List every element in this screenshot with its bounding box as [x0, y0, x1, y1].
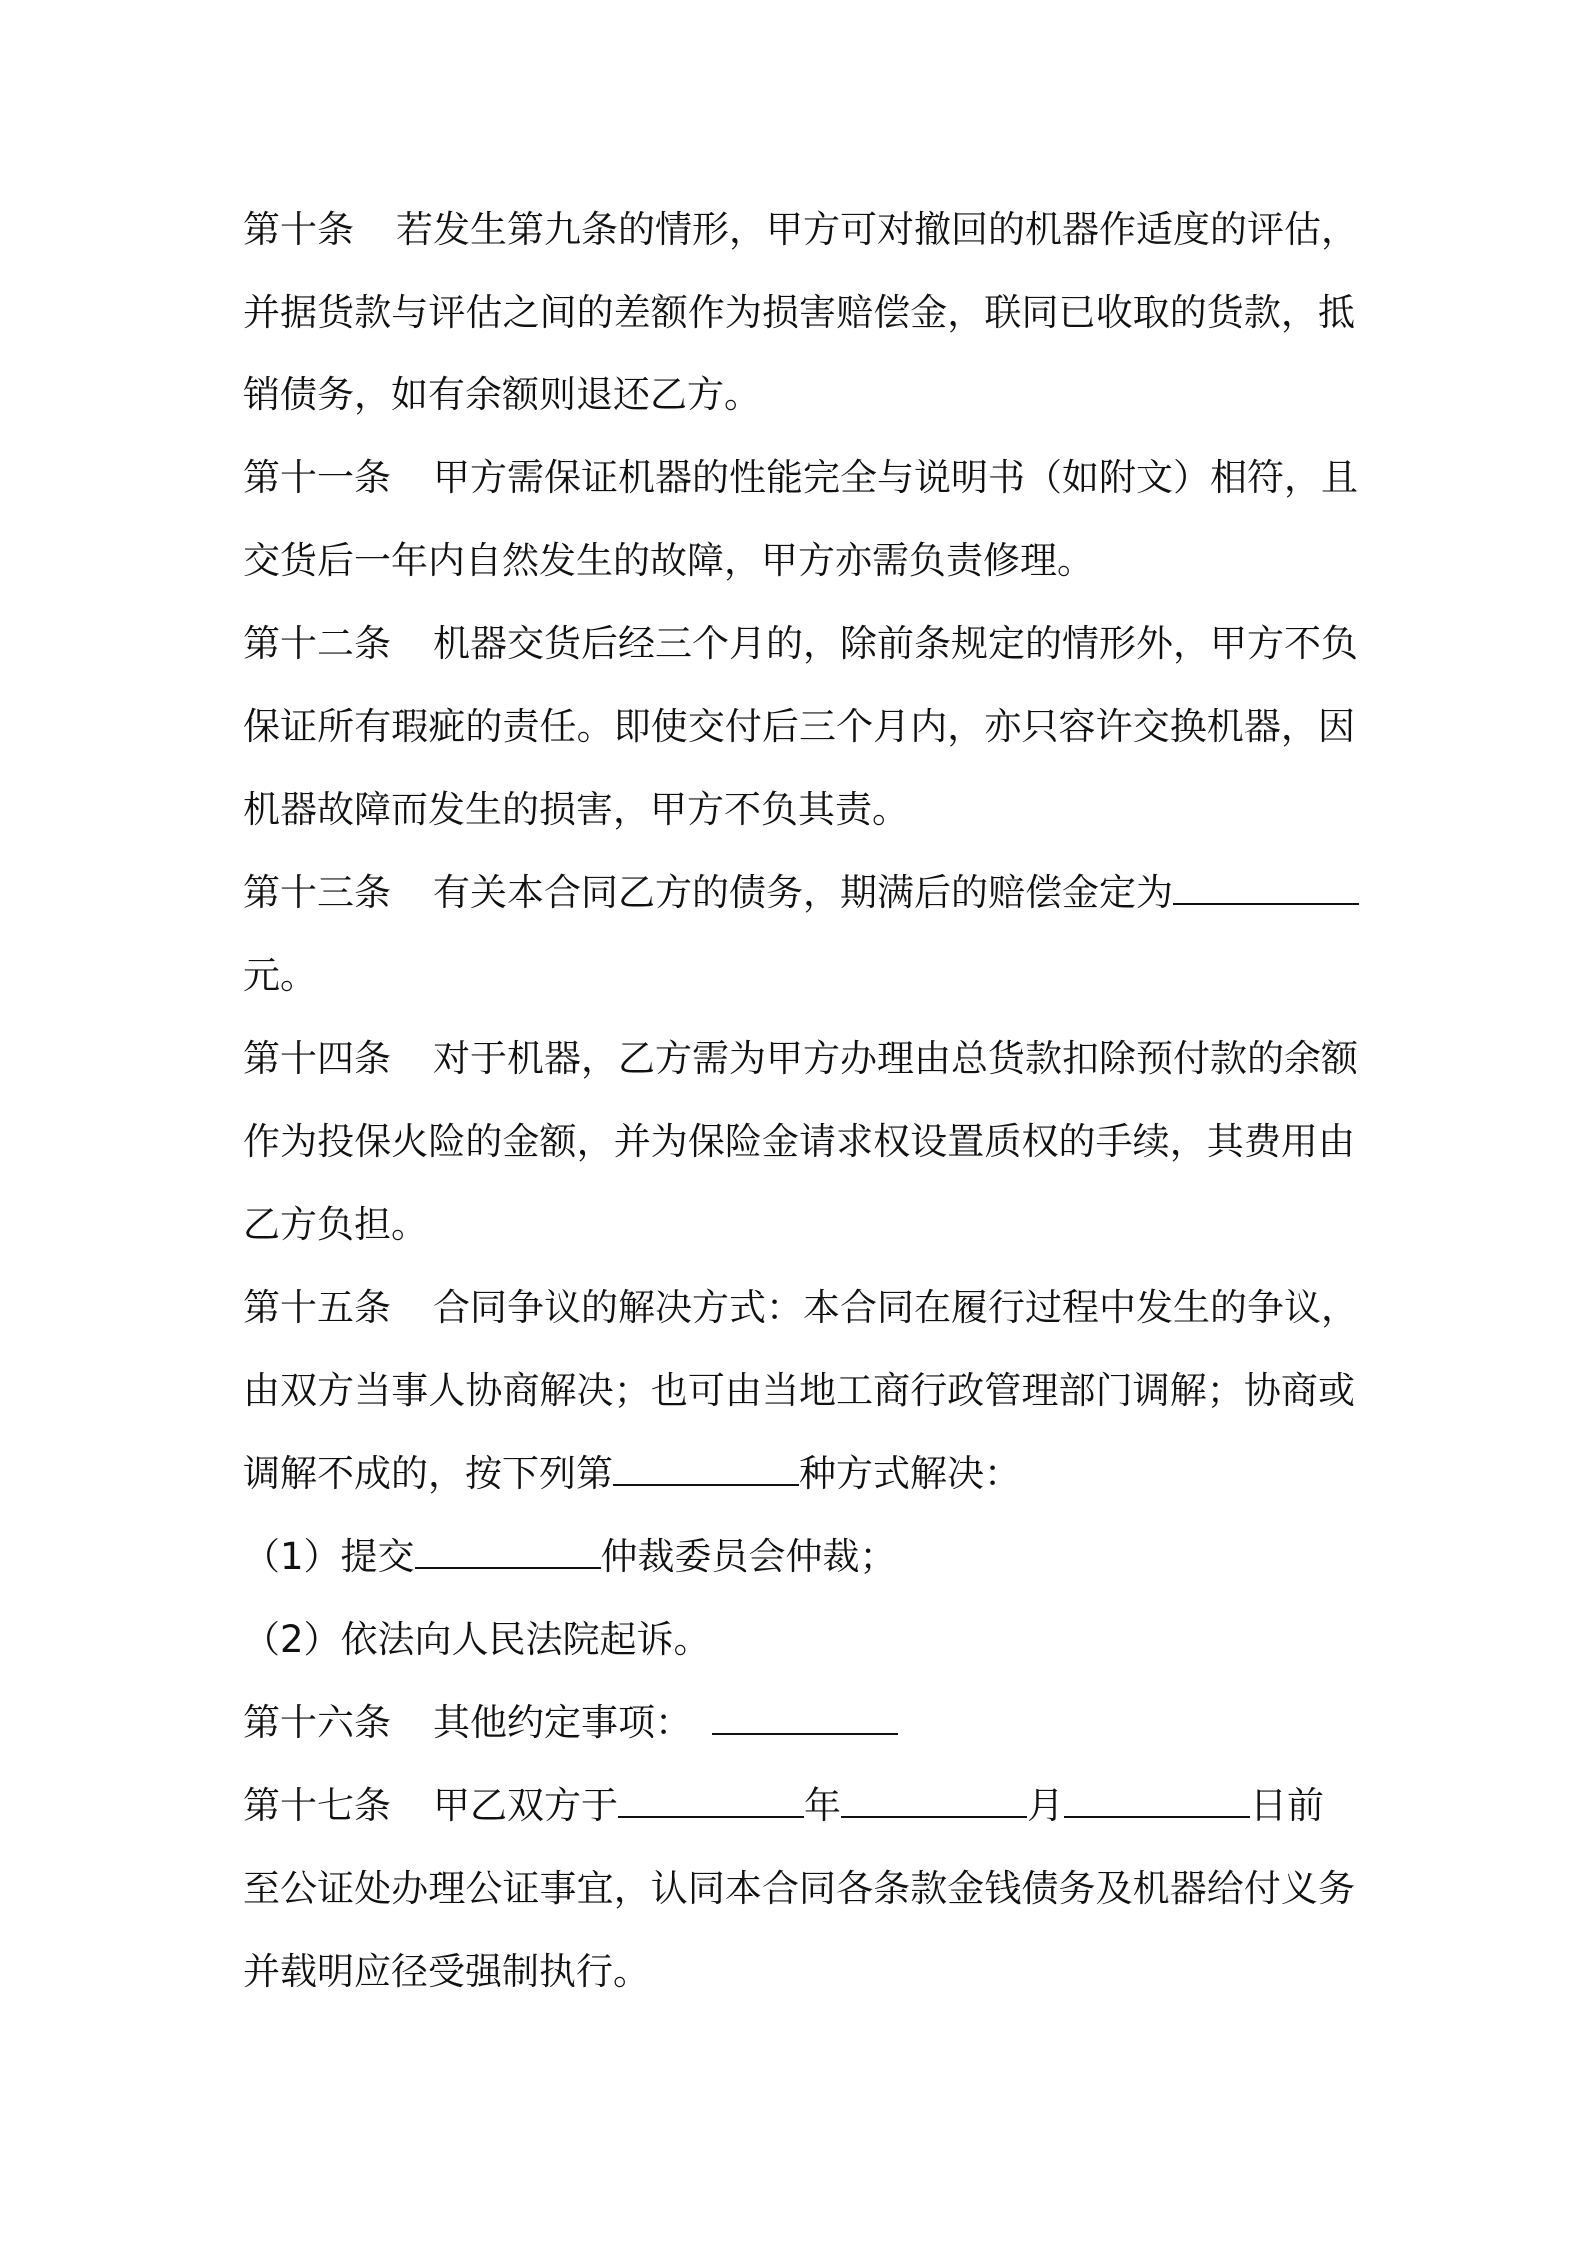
article-15-line-3-pre: 调解不成的，按下列第 [243, 1452, 613, 1495]
arbitration-commission-blank[interactable] [415, 1533, 601, 1569]
article-11-text: 甲方需保证机器的性能完全与说明书（如附文）相符，且 [433, 456, 1358, 499]
article-14-label: 第十四条 [243, 1037, 391, 1080]
article-10-line-2: 并据货款与评估之间的差额作为损害赔偿金，联同已收取的货款，抵 [243, 291, 1355, 334]
article-15-text: 合同争议的解决方式：本合同在履行过程中发生的争议， [433, 1286, 1358, 1329]
article-17-line-3: 并载明应径受强制执行。 [243, 1950, 650, 1993]
article-17-text-c: 月 [1027, 1784, 1064, 1827]
article-10-text: 若发生第九条的情形，甲方可对撤回的机器作适度的评估， [396, 208, 1358, 251]
month-blank[interactable] [841, 1782, 1027, 1818]
article-15-option-2: （2）依法向人民法院起诉。 [243, 1618, 711, 1661]
compensation-amount-blank[interactable] [1173, 869, 1359, 905]
article-17-text-b: 年 [804, 1784, 841, 1827]
article-15-label: 第十五条 [243, 1286, 391, 1329]
article-14-line-2: 作为投保火险的金额，并为保险金请求权设置质权的手续，其费用由 [243, 1120, 1355, 1163]
article-11-line-2: 交货后一年内自然发生的故障，甲方亦需负责修理。 [243, 539, 1094, 582]
article-15-line-3 [243, 1449, 1021, 1499]
article-14-line-3: 乙方负担。 [243, 1203, 428, 1246]
article-10-label: 第十条 [243, 208, 354, 251]
article-11-line-1 [243, 453, 1358, 503]
article-15-option-1 [243, 1532, 897, 1582]
article-17-line-2: 至公证处办理公证事宜，认同本合同各条款金钱债务及机器给付义务 [243, 1867, 1355, 1910]
article-16-text: 其他约定事项： [433, 1701, 692, 1744]
article-15-line-1 [243, 1283, 1358, 1333]
article-17-label: 第十七条 [243, 1784, 391, 1827]
day-blank[interactable] [1064, 1782, 1250, 1818]
article-15-line-3-post: 种方式解决： [799, 1452, 1021, 1495]
article-17-text-d: 日前 [1250, 1784, 1324, 1827]
article-13-line-1 [243, 868, 1359, 918]
article-15-line-2: 由双方当事人协商解决；也可由当地工商行政管理部门调解；协商或 [243, 1369, 1355, 1412]
other-matters-blank[interactable] [712, 1699, 898, 1735]
article-13-label: 第十三条 [243, 871, 391, 914]
article-17-text-a: 甲乙双方于 [433, 1784, 618, 1827]
article-14-text: 对于机器，乙方需为甲方办理由总货款扣除预付款的余额 [433, 1037, 1358, 1080]
article-12-line-3: 机器故障而发生的损害，甲方不负其责。 [243, 788, 909, 831]
article-16-label: 第十六条 [243, 1701, 391, 1744]
article-13-line-2: 元。 [243, 954, 317, 997]
article-12-text: 机器交货后经三个月的，除前条规定的情形外，甲方不负 [433, 622, 1358, 665]
article-10-line-1 [243, 205, 1358, 255]
article-11-label: 第十一条 [243, 456, 391, 499]
article-17-line-1 [243, 1781, 1324, 1831]
option-1-pre: （1）提交 [243, 1535, 415, 1578]
resolution-method-blank[interactable] [613, 1450, 799, 1486]
option-1-post: 仲裁委员会仲裁； [600, 1535, 897, 1578]
article-12-label: 第十二条 [243, 622, 391, 665]
article-10-line-3: 销债务，如有余额则退还乙方。 [243, 373, 761, 416]
article-14-line-1 [243, 1034, 1358, 1084]
article-12-line-1 [243, 619, 1358, 669]
article-16-line-1 [243, 1698, 898, 1748]
year-blank[interactable] [618, 1782, 804, 1818]
article-12-line-2: 保证所有瑕疵的责任。即使交付后三个月内，亦只容许交换机器，因 [243, 705, 1355, 748]
article-13-text: 有关本合同乙方的债务，期满后的赔偿金定为 [433, 871, 1173, 914]
